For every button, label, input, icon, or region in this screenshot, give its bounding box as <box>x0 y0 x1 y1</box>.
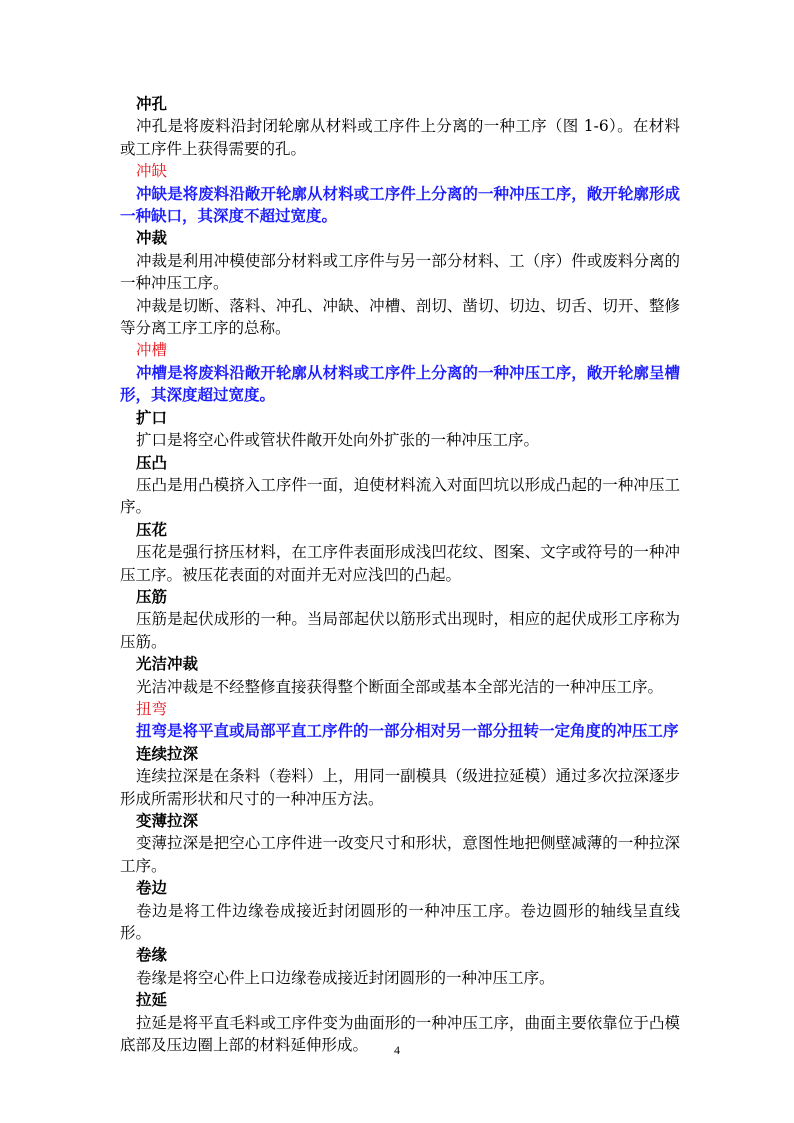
term-definition: 压花是强行挤压材料，在工序件表面形成浅凹花纹、图案、文字或符号的一种冲压工序。被压花表面的对面并无对应浅凹的凸起。 <box>120 543 680 584</box>
page-number: 4 <box>394 1043 400 1057</box>
term-definition: 冲孔是将废料沿封闭轮廓从材料或工序件上分离的一种工序（图 1-6）。在材料或工序件上获得需要的孔。 <box>120 117 680 158</box>
term-heading: 光洁冲裁 <box>136 654 199 674</box>
term-heading: 冲裁 <box>136 228 168 248</box>
document-body <box>120 93 680 1056</box>
term-heading-highlighted: 冲槽 <box>136 341 168 360</box>
term-definition: 卷缘是将空心件上口边缘卷成接近封闭圆形的一种冲压工序。 <box>136 968 555 987</box>
term-definition: 连续拉深是在条料（卷料）上，用同一副模具（级进拉延模）通过多次拉深逐步形成所需形状和尺寸的一种冲压方法。 <box>120 767 680 808</box>
term-heading: 压筋 <box>136 586 168 606</box>
term-definition-highlighted: 冲槽是将废料沿敞开轮廓从材料或工序件上分离的一种冲压工序，敞开轮廓呈槽形，其深度超过宽度。 <box>120 362 680 405</box>
term-heading: 变薄拉深 <box>136 811 199 830</box>
term-heading: 拉延 <box>136 990 168 1010</box>
term-definition-highlighted: 扭弯是将平直或局部平直工序件的一部分相对另一部分扭转一定角度的冲压工序 <box>136 721 679 741</box>
term-heading: 压凸 <box>136 452 168 472</box>
term-definition: 冲裁是利用冲模使部分材料或工序件与另一部分材料、工（序）件或废料分离的一种冲压工序。 <box>120 251 680 293</box>
term-definition: 拉延是将平直毛料或工序件变为曲面形的一种冲压工序，曲面主要依靠位于凸模底部及压边圈上部的材料延伸形成。 <box>120 1013 680 1055</box>
term-definition: 卷边是将工件边缘卷成接近封闭圆形的一种冲压工序。卷边圆形的轴线呈直线形。 <box>120 901 680 943</box>
term-heading: 连续拉深 <box>136 743 199 763</box>
term-definition: 变薄拉深是把空心工序件进一改变尺寸和形状，意图性地把侧壁减薄的一种拉深工序。 <box>120 834 680 875</box>
term-definition: 冲裁是切断、落料、冲孔、冲缺、冲槽、剖切、凿切、切边、切舌、切开、整修等分离工序工序的总称。 <box>120 296 680 338</box>
term-heading: 冲孔 <box>136 94 168 113</box>
term-heading: 卷边 <box>136 878 168 898</box>
term-heading: 扩口 <box>136 407 168 427</box>
term-heading: 压花 <box>136 519 168 539</box>
term-definition: 压凸是用凸模挤入工序件一面，迫使材料流入对面凹坑以形成凸起的一种冲压工序。 <box>120 475 680 517</box>
term-heading: 卷缘 <box>136 945 168 965</box>
term-heading-highlighted: 冲缺 <box>136 162 168 181</box>
term-heading-highlighted: 扭弯 <box>136 699 168 718</box>
term-definition-highlighted: 冲缺是将废料沿敞开轮廓从材料或工序件上分离的一种冲压工序，敞开轮廓形成一种缺口，其深度不超过宽度。 <box>120 183 680 226</box>
term-definition: 扩口是将空心件或管状件敞开处向外扩张的一种冲压工序。 <box>136 431 540 450</box>
term-definition: 压筋是起伏成形的一种。当局部起伏以筋形式出现时，相应的起伏成形工序称为压筋。 <box>120 610 680 651</box>
term-definition: 光洁冲裁是不经整修直接获得整个断面全部或基本全部光洁的一种冲压工序。 <box>136 677 664 696</box>
